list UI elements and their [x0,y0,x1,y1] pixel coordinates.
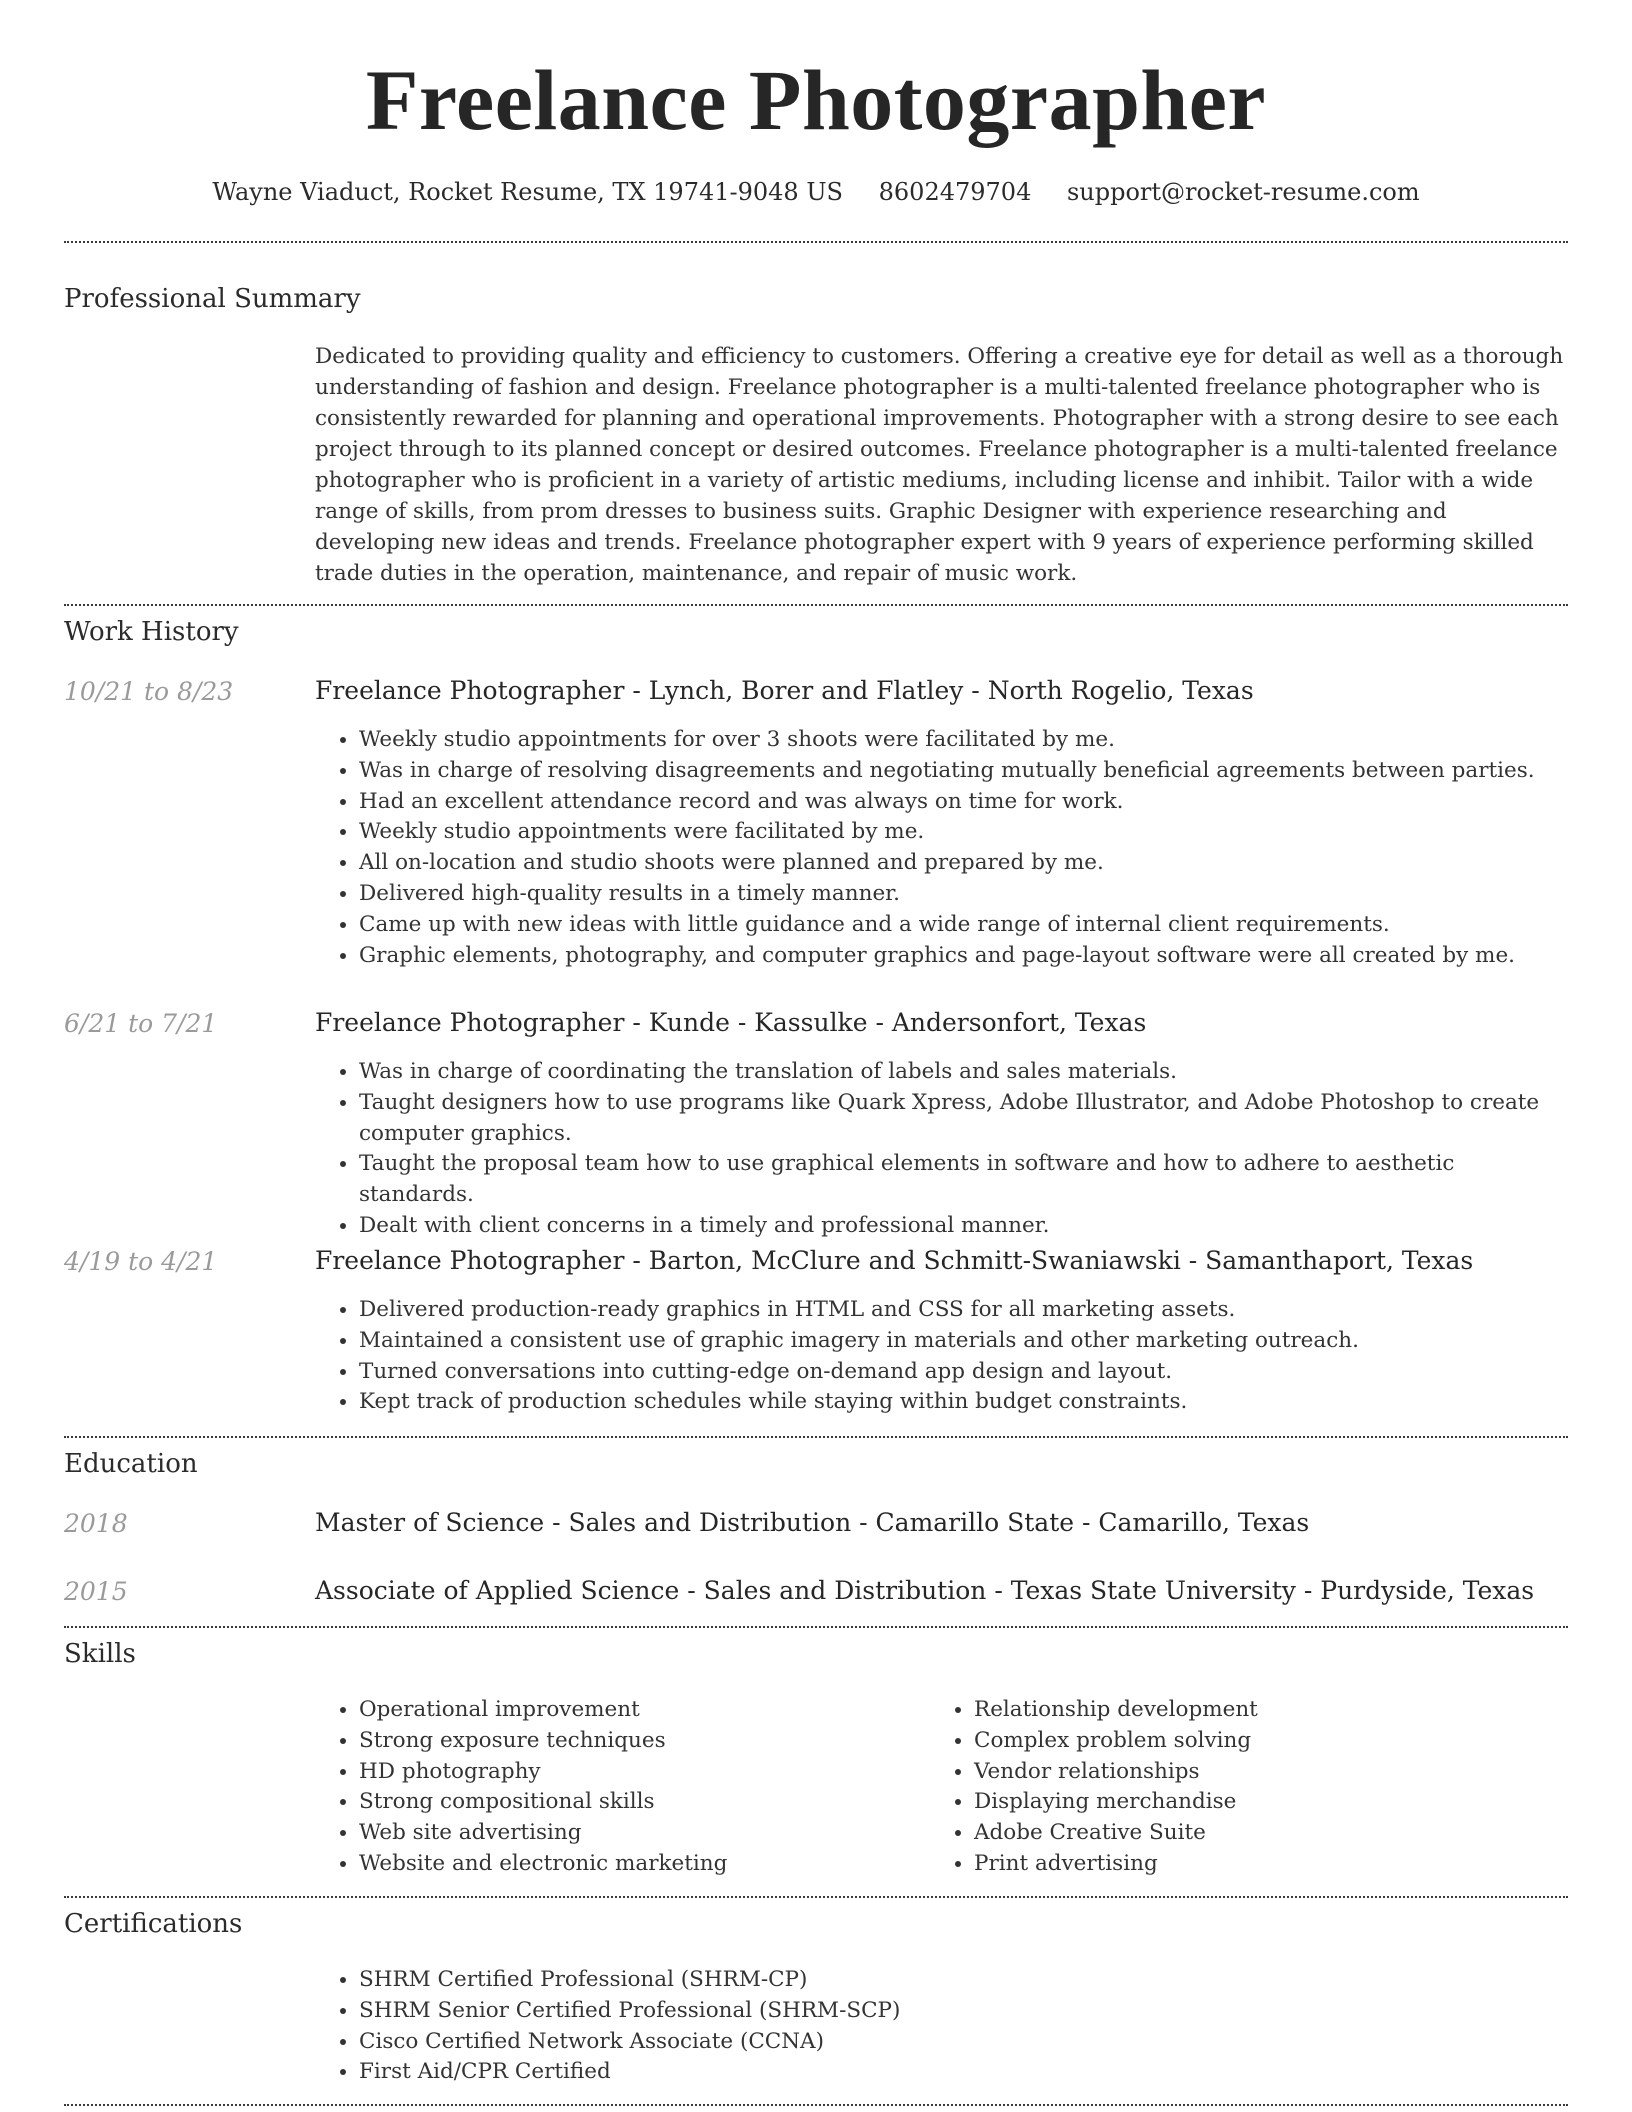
job-bullets [315,1057,1565,1242]
list-item: • Vendor relationships [974,1757,1530,1788]
certifications-heading: Certifications [64,1909,243,1939]
contact-email: support@rocket-resume.com [1066,178,1420,206]
list-item: • Relationship development [974,1695,1530,1726]
skills-list-left [315,1695,915,1880]
list-item: • First Aid/CPR Certified [359,2057,1565,2088]
list-item: • Taught the proposal team how to use graphical elements in software and how to adhere to aesthetic standards. [359,1149,1565,1211]
list-item: • Strong compositional skills [359,1787,915,1818]
skills-list-right [930,1695,1530,1880]
education-year: 2018 [64,1509,128,1538]
list-item: • Print advertising [974,1849,1530,1880]
list-item: • Operational improvement [359,1695,915,1726]
education-degree: Associate of Applied Science - Sales and Distribution - Texas State University - Purdyside, Texas [315,1576,1535,1605]
job-bullets [315,1295,1565,1418]
education-heading: Education [64,1449,198,1479]
job-title: Freelance Photographer - Barton, McClure and Schmitt-Swaniawski - Samanthaport, Texas [315,1246,1474,1275]
list-item: • SHRM Senior Certified Professional (SHRM-SCP) [359,1996,1565,2027]
contact-line [0,178,1632,212]
list-item: • Graphic elements, photography, and computer graphics and page-layout software were all created by me. [359,941,1565,972]
section-divider [64,241,1568,243]
list-item: • Weekly studio appointments for over 3 shoots were facilitated by me. [359,725,1565,756]
list-item: • Displaying merchandise [974,1787,1530,1818]
list-item: • Was in charge of coordinating the translation of labels and sales materials. [359,1057,1565,1088]
work-history-heading: Work History [64,617,239,647]
list-item: • Dealt with client concerns in a timely and professional manner. [359,1211,1565,1242]
list-item: • All on-location and studio shoots were planned and prepared by me. [359,848,1565,879]
list-item: • Website and electronic marketing [359,1849,915,1880]
list-item: • Kept track of production schedules while staying within budget constraints. [359,1387,1565,1418]
summary-text: Dedicated to providing quality and efficiency to customers. Offering a creative eye for detail as well as a thorough understanding of fashion and design. Freelance photographer is a multi-talented freelance photographer who is consistently rewarded for planning and operational improvements. Photographer with a strong desire to see each project through to its planned concept or desired outcomes. Freelance photographer is a multi-talented freelance photographer who is proficient in a variety of artistic mediums, including license and inhibit. Tailor with a wide range of skills, from prom dresses to business suits. Graphic Designer with experience researching and developing new ideas and trends. Freelance photographer expert with 9 years of experience performing skilled trade duties in the operation, maintenance, and repair of music work. [315,344,1564,586]
section-divider [64,1896,1568,1898]
job-dates: 4/19 to 4/21 [64,1247,218,1276]
list-item: • Weekly studio appointments were facilitated by me. [359,817,1565,848]
section-divider [64,1436,1568,1438]
resume-title: Freelance Photographer [365,52,1267,148]
job-dates: 10/21 to 8/23 [64,677,234,706]
list-item: • Strong exposure techniques [359,1726,915,1757]
job-title: Freelance Photographer - Kunde - Kassulke - Andersonfort, Texas [315,1008,1147,1037]
list-item: • Was in charge of resolving disagreements and negotiating mutually beneficial agreements between parties. [359,756,1565,787]
section-divider [64,1626,1568,1628]
list-item: • Web site advertising [359,1818,915,1849]
job-title: Freelance Photographer - Lynch, Borer and Flatley - North Rogelio, Texas [315,676,1254,705]
list-item: • Cisco Certified Network Associate (CCNA) [359,2027,1565,2058]
list-item: • Delivered production-ready graphics in HTML and CSS for all marketing assets. [359,1295,1565,1326]
list-item: • Maintained a consistent use of graphic imagery in materials and other marketing outreach. [359,1326,1565,1357]
list-item: • Had an excellent attendance record and was always on time for work. [359,787,1565,818]
list-item: • Turned conversations into cutting-edge on-demand app design and layout. [359,1357,1565,1388]
summary-heading: Professional Summary [64,284,361,314]
list-item: • Delivered high-quality results in a timely manner. [359,879,1565,910]
contact-address: Wayne Viaduct, Rocket Resume, TX 19741-9048 US [212,178,843,206]
education-degree: Master of Science - Sales and Distribution - Camarillo State - Camarillo, Texas [315,1508,1310,1537]
list-item: • Came up with new ideas with little guidance and a wide range of internal client requirements. [359,910,1565,941]
list-item: • SHRM Certified Professional (SHRM-CP) [359,1965,1565,1996]
section-divider [64,604,1568,606]
list-item: • Adobe Creative Suite [974,1818,1530,1849]
list-item: • Complex problem solving [974,1726,1530,1757]
list-item: • Taught designers how to use programs like Quark Xpress, Adobe Illustrator, and Adobe Photoshop to create computer graphics. [359,1088,1565,1150]
certifications-list [315,1965,1565,2088]
job-bullets [315,725,1565,971]
job-dates: 6/21 to 7/21 [64,1009,218,1038]
list-item: • HD photography [359,1757,915,1788]
contact-phone: 8602479704 [878,178,1032,206]
education-year: 2015 [64,1577,128,1606]
section-divider [64,2104,1568,2106]
skills-heading: Skills [64,1639,136,1669]
